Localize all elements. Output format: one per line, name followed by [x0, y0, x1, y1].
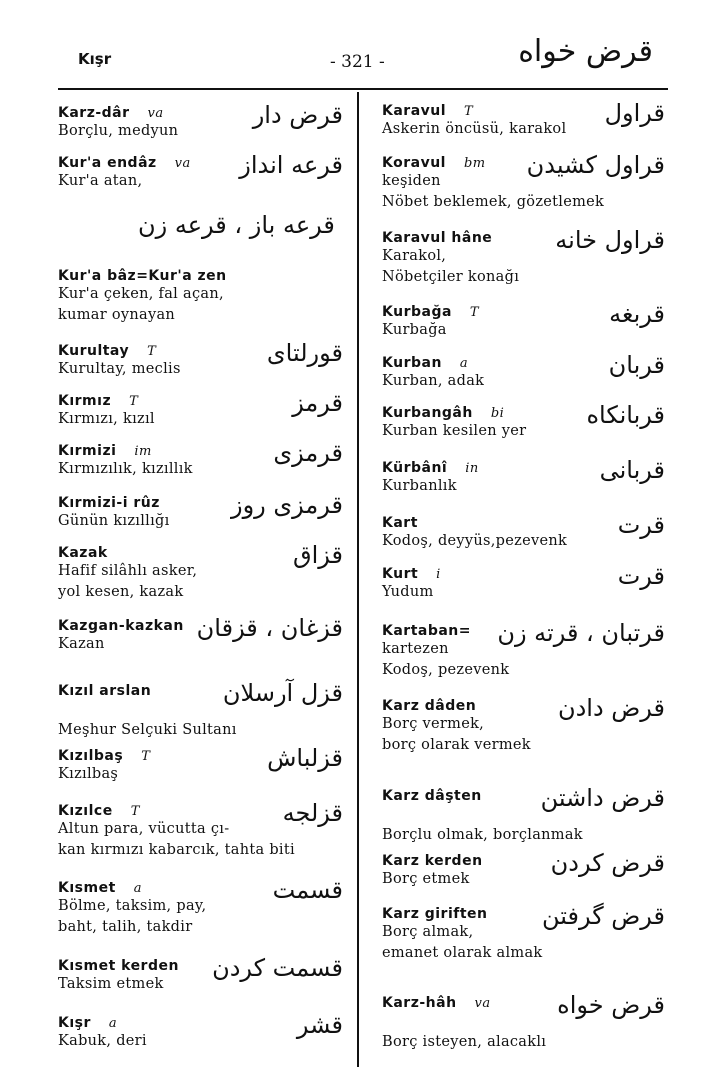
- etymology-tag: i: [436, 567, 441, 582]
- entry-definition: Yudum: [382, 584, 434, 600]
- entry-definition: Hafif silâhlı asker,: [58, 563, 198, 579]
- dictionary-entry: [382, 562, 665, 603]
- arabic-script: قزلباش: [267, 744, 343, 772]
- entry-definition: Günün kızıllığı: [58, 513, 170, 529]
- headword-text: Karz-dâr: [58, 105, 130, 121]
- headword-text: Kırmizi: [58, 443, 117, 459]
- etymology-tag: a: [459, 356, 469, 371]
- headword-text: Kazak: [58, 545, 108, 561]
- header-guide-word: Kışr: [78, 50, 112, 68]
- entry-definition: Borçlu, medyun: [58, 123, 179, 139]
- etymology-tag: va: [474, 996, 491, 1011]
- headword-text: Karz dâşten: [382, 788, 482, 804]
- dictionary-entry: [382, 902, 665, 964]
- arabic-script: قراول كشيدن: [526, 151, 665, 179]
- dictionary-entry: [58, 1011, 343, 1052]
- arabic-script: قزاق: [292, 541, 343, 569]
- headword-text: Kızılbaş: [58, 748, 124, 764]
- dictionary-entry: [382, 99, 665, 140]
- etymology-tag: T: [464, 104, 474, 119]
- arabic-script: قرت: [617, 511, 665, 539]
- headword-text: Kızılce: [58, 803, 113, 819]
- entry-definition: keşiden: [382, 173, 441, 189]
- entry-definition: Kırmızılık, kızıllık: [58, 461, 193, 477]
- dictionary-entry: [382, 849, 665, 890]
- arabic-script: قرض داشتن: [540, 784, 665, 812]
- etymology-tag: a: [108, 1016, 118, 1031]
- headword-text: Kürbânî: [382, 460, 448, 476]
- headword-text: Kızıl arslan: [58, 683, 152, 699]
- arabic-script: قرض خواه: [557, 991, 665, 1019]
- entry-definition: Kırmızı, kızıl: [58, 411, 155, 427]
- entry-definition: Borç almak,: [382, 924, 474, 940]
- etymology-tag: T: [469, 305, 480, 320]
- dictionary-entry: [382, 226, 665, 288]
- page-header: [0, 34, 715, 90]
- dictionary-entry: [58, 339, 343, 380]
- entry-definition: Borç etmek: [382, 871, 470, 887]
- arabic-script: قرض گرفتن: [541, 902, 665, 930]
- etymology-tag: in: [465, 461, 479, 476]
- header-rule: [58, 88, 668, 90]
- headword-text: Kurultay: [58, 343, 130, 359]
- dictionary-entry: [58, 954, 343, 995]
- etymology-tag: T: [129, 394, 139, 409]
- headword-text: Kırmizi-i rûz: [58, 495, 160, 511]
- headword-text: Karz kerden: [382, 853, 483, 869]
- column-divider: [357, 92, 359, 1067]
- entry-definition: baht, talih, takdir: [58, 919, 193, 935]
- arabic-script: قرمز: [292, 389, 343, 417]
- headword-text: Karz-hâh: [382, 995, 457, 1011]
- headword-text: Kırmız: [58, 393, 112, 409]
- arabic-script: قرتبان ، قرته زن: [497, 619, 665, 647]
- etymology-tag: a: [133, 881, 143, 896]
- dictionary-entry: [382, 456, 665, 497]
- entry-definition: kartezen: [382, 641, 449, 657]
- entry-definition: kan kırmızı kabarcık, tahta biti: [58, 842, 295, 858]
- dictionary-entry: [58, 679, 343, 741]
- entry-definition: Kurbağa: [382, 322, 447, 338]
- arabic-script: قرض دار: [252, 101, 343, 129]
- entry-definition: Kurultay, meclis: [58, 361, 181, 377]
- entry-definition: Bölme, taksim, pay,: [58, 898, 207, 914]
- arabic-script: قربغه: [609, 300, 665, 328]
- entry-definition: emanet olarak almak: [382, 945, 543, 961]
- entry-definition: yol kesen, kazak: [58, 584, 184, 600]
- entry-definition: kumar oynayan: [58, 307, 176, 323]
- headword-text: Kurban: [382, 355, 442, 371]
- etymology-tag: im: [134, 444, 152, 459]
- entry-definition: Altun para, vücutta çı-: [58, 821, 230, 837]
- entry-definition: Kabuk, deri: [58, 1033, 147, 1049]
- entry-definition: Nöbetçiler konağı: [382, 269, 520, 285]
- headword-text: Karz giriften: [382, 906, 488, 922]
- entry-definition: Kur'a atan,: [58, 173, 143, 189]
- headword-text: Kurbangâh: [382, 405, 473, 421]
- entry-definition: Kurbanlık: [382, 478, 457, 494]
- entry-headword: [58, 268, 343, 284]
- arabic-script: قرمزی روز: [231, 491, 343, 519]
- headword-text: Kartaban=: [382, 623, 472, 639]
- dictionary-entry: [58, 541, 343, 603]
- dictionary-entry: [382, 784, 665, 846]
- arabic-script: قرمزی: [273, 439, 343, 467]
- arabic-script: قربانی: [599, 456, 665, 484]
- dictionary-entry: [382, 401, 665, 442]
- etymology-tag: bi: [490, 406, 505, 421]
- dictionary-entry: [382, 300, 665, 341]
- dictionary-entry: [58, 389, 343, 430]
- headword-text: Karz dâden: [382, 698, 477, 714]
- dictionary-entry: [58, 744, 343, 785]
- headword-text: Koravul: [382, 155, 446, 171]
- dictionary-entry: [58, 101, 343, 142]
- arabic-script: قربان: [608, 351, 665, 379]
- entry-definition: Kızılbaş: [58, 766, 119, 782]
- page-number: - 321 -: [330, 52, 385, 72]
- arabic-script: قرض دادن: [557, 694, 665, 722]
- entry-definition: Nöbet beklemek, gözetlemek: [382, 194, 605, 210]
- dictionary-entry: [58, 799, 343, 861]
- headword-text: Kazgan-kazkan: [58, 618, 184, 634]
- entry-definition: Kurban kesilen yer: [382, 423, 527, 439]
- etymology-tag: va: [147, 106, 164, 121]
- entry-definition: Borçlu olmak, borçlanmak: [382, 827, 583, 843]
- arabic-script: قزغان ، قزقان: [196, 614, 343, 642]
- arabic-script: قرت: [617, 562, 665, 590]
- entry-definition: Kazan: [58, 636, 105, 652]
- arabic-script: قراول خانه: [555, 226, 665, 254]
- headword-text: Karavul hâne: [382, 230, 493, 246]
- dictionary-entry: [58, 439, 343, 480]
- arabic-script: قرعه باز ، قرعه زن: [138, 211, 335, 239]
- entry-definition: Taksim etmek: [58, 976, 164, 992]
- headword-text: Kurt: [382, 566, 419, 582]
- headword-text: Kur'a bâz=Kur'a zen: [58, 268, 227, 284]
- dictionary-entry: [58, 491, 343, 532]
- arabic-script: قسمت: [272, 876, 343, 904]
- arabic-script: قربانكاه: [586, 401, 665, 429]
- headword-text: Karavul: [382, 103, 447, 119]
- headword-text: Kısmet: [58, 880, 116, 896]
- arabic-script: قشر: [296, 1011, 343, 1039]
- entry-definition: Kodoş, pezevenk: [382, 662, 510, 678]
- etymology-tag: T: [147, 344, 157, 359]
- headword-text: Kur'a endâz: [58, 155, 157, 171]
- arabic-script: قرض كردن: [550, 849, 665, 877]
- entry-definition: Askerin öncüsü, karakol: [382, 121, 567, 137]
- dictionary-entry: [382, 694, 665, 756]
- dictionary-entry: [58, 151, 343, 192]
- arabic-script: قسمت كردن: [212, 954, 343, 982]
- entry-definition: Meşhur Selçuki Sultanı: [58, 722, 237, 738]
- dictionary-entry: [382, 991, 665, 1053]
- arabic-script: قزل آرسلان: [222, 679, 343, 707]
- entry-definition: Kurban, adak: [382, 373, 485, 389]
- dictionary-entry: [58, 614, 343, 655]
- entry-definition: Borç vermek,: [382, 716, 485, 732]
- arabic-script: قورلتای: [266, 339, 343, 367]
- entry-definition: Karakol,: [382, 248, 447, 264]
- headword-text: Kart: [382, 515, 418, 531]
- headword-text: Kışr: [58, 1015, 91, 1031]
- dictionary-entry: [58, 268, 343, 326]
- arabic-script: قراول: [604, 99, 665, 127]
- dictionary-entry: [382, 619, 665, 681]
- arabic-script: قزلجه: [282, 799, 343, 827]
- etymology-tag: va: [174, 156, 191, 171]
- dictionary-entry: [382, 351, 665, 392]
- entry-definition: Kodoş, deyyüs,pezevenk: [382, 533, 568, 549]
- dictionary-entry: [382, 151, 665, 213]
- etymology-tag: bm: [463, 156, 486, 171]
- etymology-tag: T: [130, 804, 140, 819]
- entry-definition: borç olarak vermek: [382, 737, 531, 753]
- dictionary-entry: [58, 876, 343, 938]
- dictionary-entry: [382, 511, 665, 552]
- headword-text: Kurbağa: [382, 304, 452, 320]
- header-arabic-guide: قرض خواه: [518, 34, 653, 69]
- headword-text: Kısmet kerden: [58, 958, 179, 974]
- entry-definition: Borç isteyen, alacaklı: [382, 1034, 547, 1050]
- etymology-tag: T: [141, 749, 151, 764]
- arabic-script: قرعه انداز: [239, 151, 343, 179]
- entry-definition: Kur'a çeken, fal açan,: [58, 286, 224, 302]
